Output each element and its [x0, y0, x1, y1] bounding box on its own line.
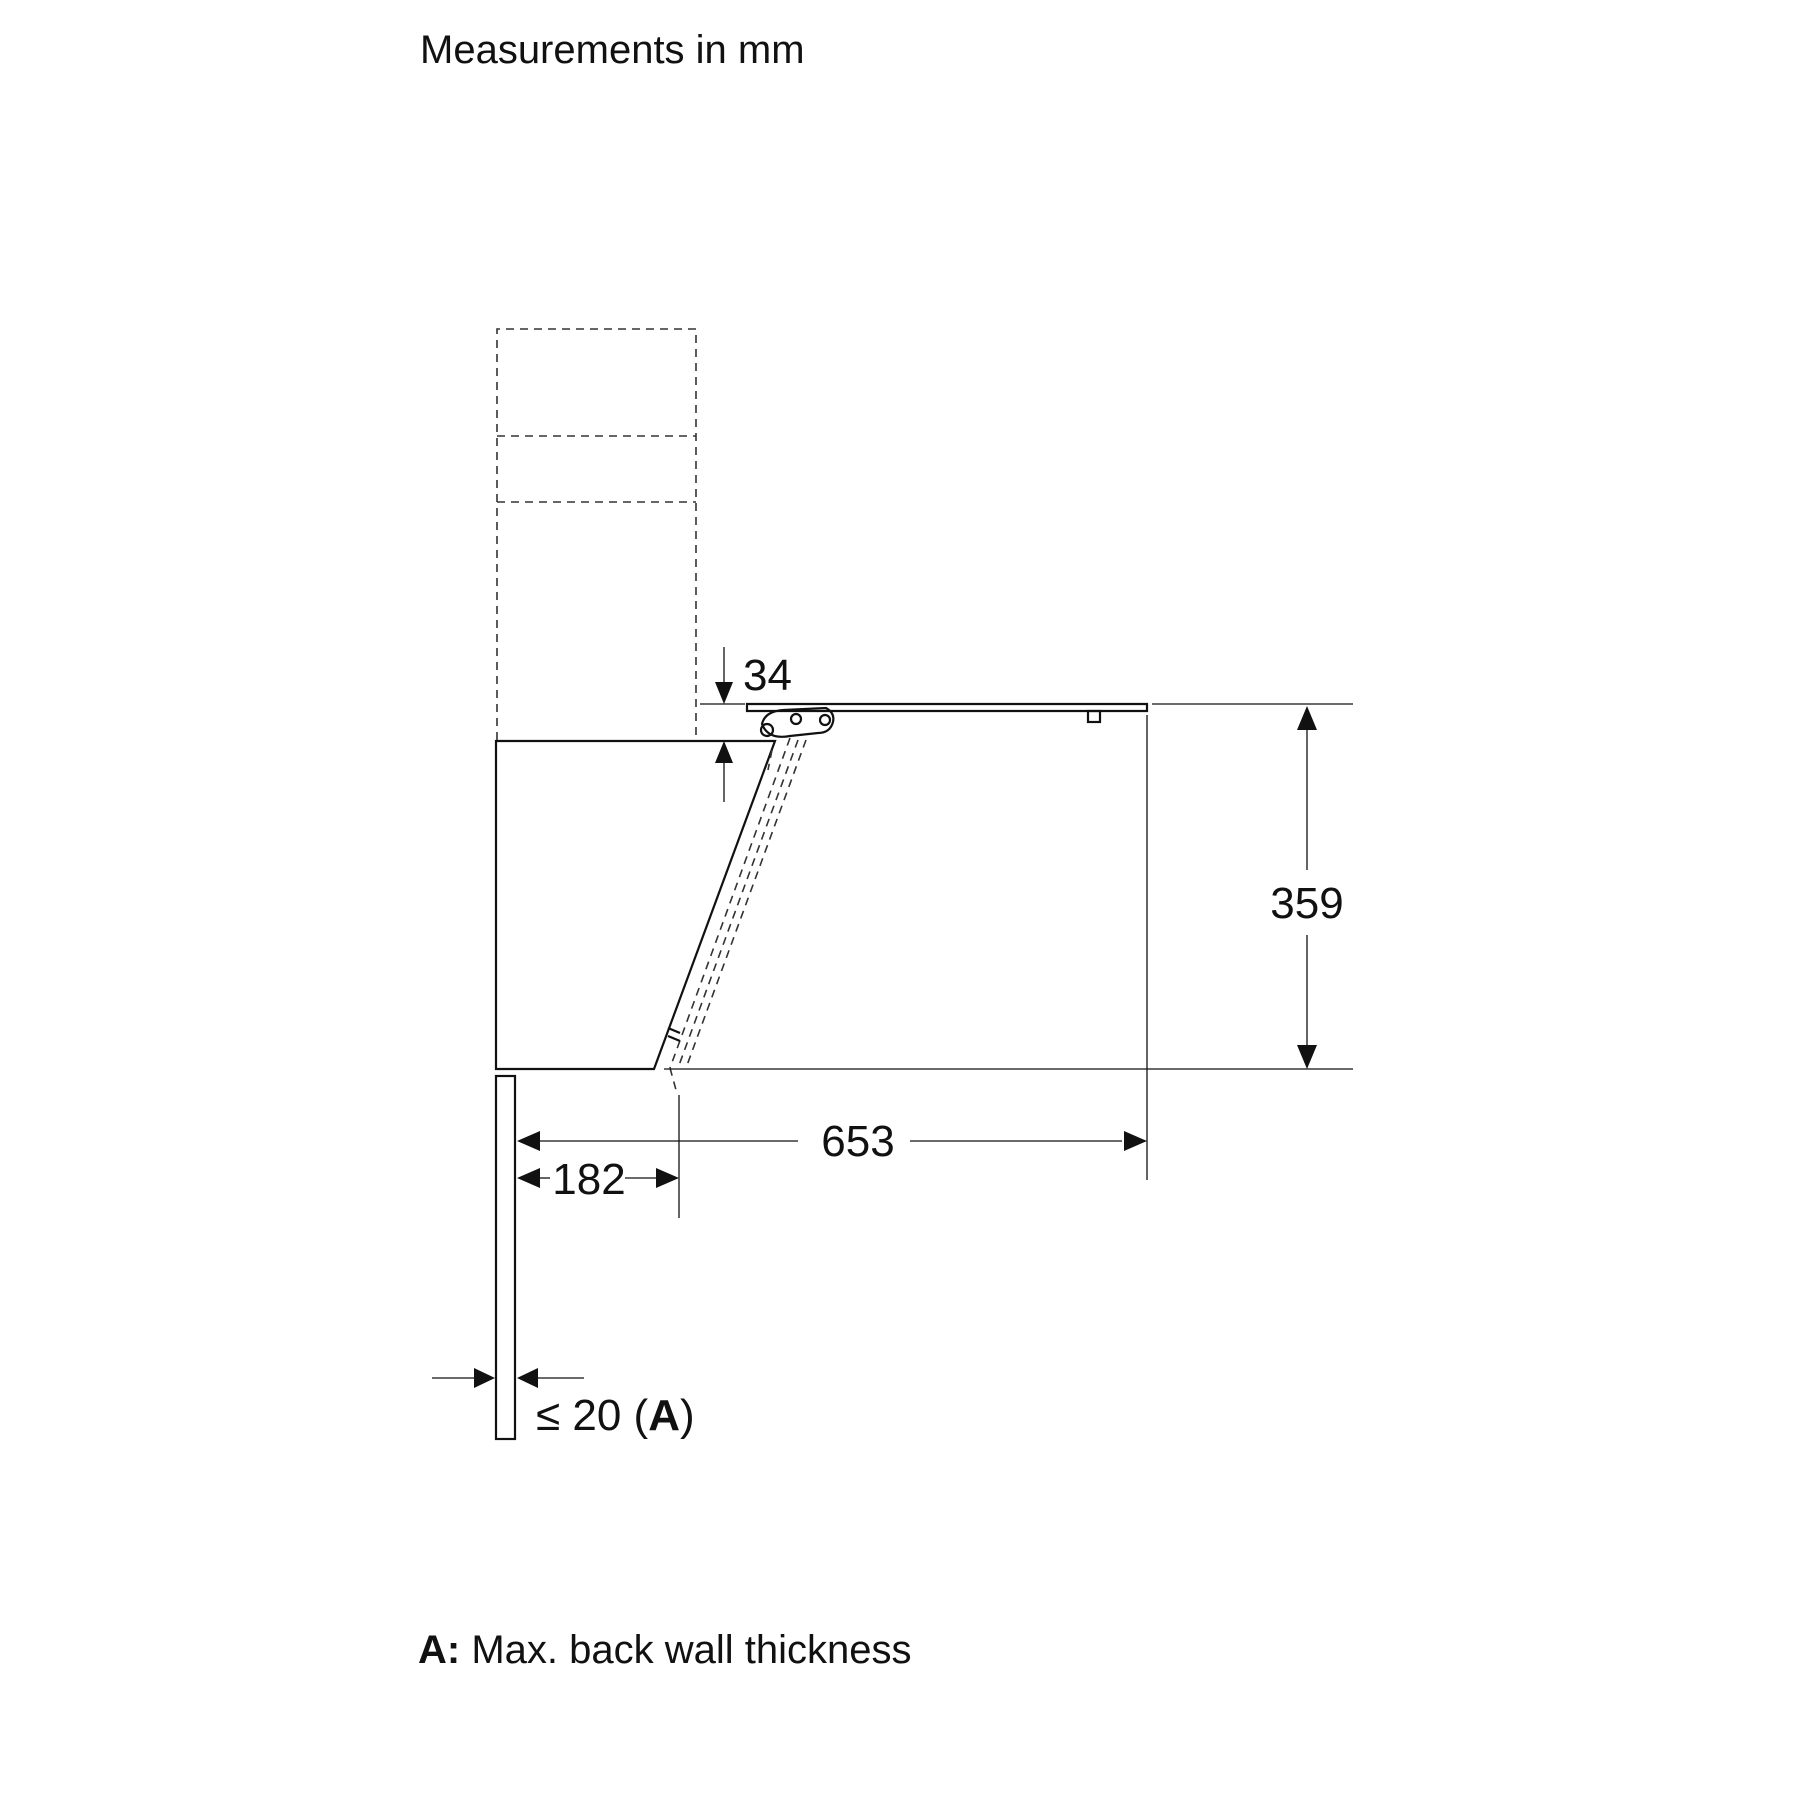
hood-body	[496, 741, 775, 1069]
glass-alt-position	[670, 738, 806, 1090]
wall-thickness-dimension	[432, 1368, 584, 1388]
panel-stop	[1088, 711, 1100, 722]
lower-bracket	[668, 1028, 680, 1033]
total-depth-label: 653	[821, 1117, 895, 1166]
front-depth-label: 182	[552, 1155, 626, 1204]
legend-text: Max. back wall thickness	[471, 1628, 912, 1672]
wall-thickness-label: ≤ 20 (A)	[536, 1391, 695, 1440]
hinge-bracket	[761, 708, 833, 737]
page-title: Measurements in mm	[420, 28, 805, 72]
legend	[418, 1628, 912, 1673]
lower-bracket	[668, 1036, 680, 1041]
gap-label: 34	[743, 651, 792, 700]
legend-key: A:	[418, 1628, 461, 1672]
height-label: 359	[1270, 879, 1344, 928]
back-wall	[496, 1076, 515, 1439]
chimney-duct-outline	[497, 329, 696, 740]
gap-dimension	[715, 647, 733, 802]
